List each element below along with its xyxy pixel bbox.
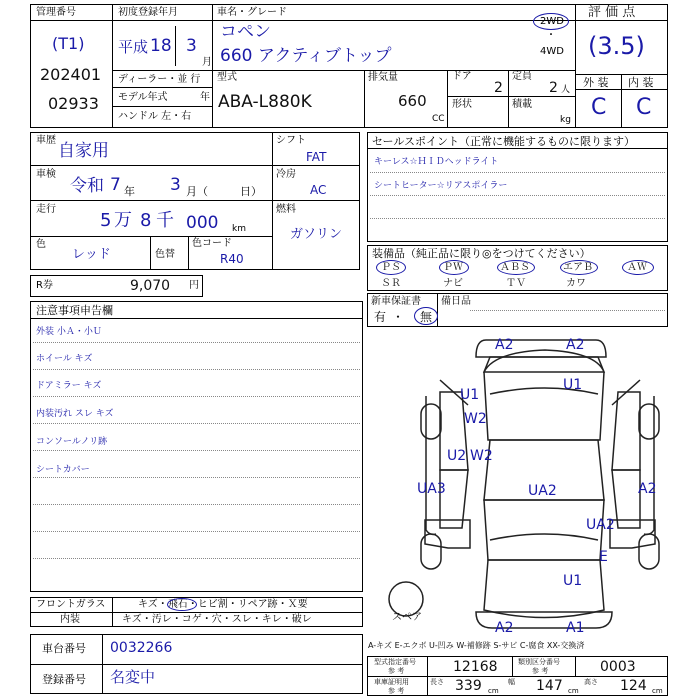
ruibetsu-value: 0003 (600, 659, 636, 675)
damage-mark-front-left: A2 (495, 337, 514, 353)
dealer-label: ディーラー・並 行 (118, 74, 201, 85)
shaken-year: 7 (110, 175, 121, 195)
kanri-label: 管理番号 (36, 7, 76, 18)
damage-mark-roof: UA2 (528, 483, 557, 499)
recycle-label: R券 (36, 280, 53, 291)
equip-navi: ナビ (443, 278, 463, 289)
shomei-label: 車庫証明用 (374, 678, 409, 686)
shodo-month: 3 (186, 36, 197, 56)
interior-options: キズ・汚レ・コゲ・穴・スレ・キレ・破レ (122, 614, 312, 625)
reg-label: 登録番号 (42, 673, 86, 686)
car-grade: 660 アクティブトップ (220, 46, 392, 66)
reg-value: 名変中 (110, 668, 156, 686)
drive-dot: ・ (546, 30, 556, 41)
sales-point-2: シートヒーター☆リアスポイラー (374, 181, 508, 191)
recycle-amount: 9,070 (130, 278, 171, 294)
length-value: 339 (455, 678, 482, 694)
car-name: コペン (220, 22, 271, 42)
keijo-label: 形状 (452, 99, 472, 110)
kanri-code: (T1) (52, 34, 85, 53)
equipment-title: 装備品（純正品に限り◎をつけてください） (372, 247, 591, 260)
shaken-month: 3 (170, 175, 181, 195)
shift-label: シフト (276, 135, 306, 146)
door-label: ドア (452, 71, 472, 82)
soko-rest: 000 (186, 213, 219, 233)
chassis-label: 車台番号 (42, 642, 86, 655)
haikiryo-value: 660 (398, 92, 427, 110)
width-unit: cm (568, 687, 579, 695)
damage-mark-rear-left: A2 (495, 620, 514, 636)
soko-man: 5 (100, 210, 112, 231)
damage-mark-rear-right-e: E (599, 549, 608, 565)
damage-mark-rear-right: A1 (566, 620, 585, 636)
height-label: 高さ (584, 678, 598, 686)
handle-label: ハンドル 左・右 (118, 111, 192, 122)
iro-label: 色 (36, 239, 46, 250)
damage-mark-door-left-w2: W2 (470, 448, 493, 464)
katashiki-shitei-value: 12168 (453, 659, 498, 675)
shamei-label: 車名・グレード (217, 7, 287, 18)
gaiso-grade: C (591, 95, 607, 120)
sankou-3: 参 考 (388, 687, 405, 695)
warranty-dot: ・ (392, 310, 405, 324)
spare-label: スペア (392, 612, 422, 623)
warranty-label: 新車保証書 (371, 296, 421, 307)
note-line-1: 外装 小Ａ・小Ｕ (36, 327, 102, 337)
equip-aw: ＡＷ (627, 262, 647, 273)
recycle-unit: 円 (189, 280, 199, 291)
shaken-year-unit: 年 (124, 185, 135, 198)
damage-mark-hood-right: U1 (563, 377, 583, 393)
model-year-label: モデル年式 (118, 92, 168, 103)
shareki-value: 自家用 (58, 141, 109, 161)
aircon-value: AC (310, 183, 327, 197)
teiin-value: 2 (549, 80, 558, 96)
naiso-label: 内 装 (628, 76, 654, 89)
damage-mark-quarter-right: UA2 (586, 517, 615, 533)
km-unit: km (232, 224, 246, 234)
equip-tv: ＴＶ (506, 278, 526, 289)
note-line-4: 内装汚れ スレ キズ (36, 409, 114, 419)
damage-mark-door-left-u2: U2 (447, 448, 467, 464)
damage-mark-front-right: A2 (566, 337, 585, 353)
hyoka-value: (3.5) (588, 32, 645, 60)
equip-sr: ＳＲ (381, 278, 401, 289)
iro-value: レッド (72, 247, 111, 262)
soko-sen: 8 (140, 210, 152, 231)
reikyaku-label: 冷房 (276, 169, 296, 180)
hyoka-label: 評 価 点 (588, 5, 636, 20)
soko-label: 走行 (36, 204, 56, 215)
warranty-yes: 有 (374, 310, 387, 324)
haikiryo-label: 排気量 (368, 72, 398, 83)
kanri-number-2: 02933 (48, 94, 99, 113)
sales-title: セールスポイント（正常に機能するものに限ります） (372, 135, 636, 148)
front-glass-options: キズ・飛石・ヒビ割・リペア跡・Ｘ要 (138, 599, 308, 610)
damage-mark-trunk: U1 (563, 573, 583, 589)
chassis-value: 0032266 (110, 640, 173, 656)
height-value: 124 (620, 678, 647, 694)
shareki-label: 車歴 (36, 135, 56, 146)
shaken-month-unit: 月（ (186, 185, 208, 198)
soko-sen-unit: 千 (156, 210, 174, 231)
sekisai-label: 積載 (512, 99, 532, 110)
sankou-1: 参 考 (388, 667, 405, 675)
width-value: 147 (536, 678, 563, 694)
equip-abs: ＡＢＳ (500, 262, 530, 273)
shift-value: FAT (306, 150, 327, 164)
sankou-2: 参 考 (532, 667, 549, 675)
damage-mark-pillar-left: W2 (464, 411, 487, 427)
teiin-unit: 人 (561, 85, 571, 95)
katashiki-label: 型式 (217, 72, 237, 83)
width-label: 幅 (508, 678, 515, 686)
shaken-day-unit: 日） (240, 185, 262, 198)
color-code-value: R40 (220, 252, 244, 266)
equip-pw: ＰＷ (443, 262, 463, 273)
note-line-6: シートカバー (36, 465, 90, 475)
gaiso-label: 外 装 (583, 76, 609, 89)
nenryo-label: 燃料 (276, 204, 296, 215)
katashiki-shitei-label: 型式指定番号 (374, 658, 416, 666)
bihin-label: 備日品 (441, 296, 471, 307)
note-line-5: コンソールノリ跡 (36, 437, 108, 447)
color-code-label: 色コード (192, 238, 232, 249)
shodo-month-unit: 月 (202, 57, 212, 68)
kg-unit: kg (560, 115, 571, 125)
naiso-grade: C (636, 95, 652, 120)
shodo-era: 平成 (118, 38, 149, 56)
length-unit: cm (488, 687, 499, 695)
teiin-label: 定員 (512, 71, 532, 82)
cc-unit: CC (432, 114, 445, 124)
sales-point-1: キーレス☆ＨＩＤヘッドライト (374, 157, 499, 167)
length-label: 長さ (430, 678, 444, 686)
soko-man-unit: 万 (114, 210, 132, 231)
damage-mark-fender-left: U1 (460, 387, 480, 403)
note-line-3: ドアミラー キズ (36, 381, 102, 391)
shodo-label: 初度登録年月 (118, 7, 178, 18)
damage-legend: A-キズ E-エクボ U-凹み W-補修跡 S-サビ C-腐食 XX-交換済 (368, 641, 585, 650)
katashiki-value: ABA-L880K (218, 92, 312, 112)
equip-airbag: エアＢ (563, 262, 593, 273)
irogae-label: 色替 (155, 249, 175, 260)
door-value: 2 (494, 80, 503, 96)
shaken-label: 車検 (36, 169, 56, 180)
front-glass-label: フロントガラス (36, 599, 106, 610)
damage-mark-side-right: A2 (638, 481, 657, 497)
equip-ps: ＰＳ (381, 262, 401, 273)
interior-label: 内装 (60, 614, 80, 625)
warranty-no: 無 (420, 310, 433, 324)
note-line-2: ホイール キズ (36, 354, 93, 364)
height-unit: cm (652, 687, 663, 695)
drive-4wd: 4WD (540, 46, 564, 57)
shodo-year: 18 (150, 36, 172, 56)
fuel-value: ガソリン (290, 227, 343, 242)
damage-mark-side-left: UA3 (417, 481, 446, 497)
shaken-era: 令和 (70, 176, 104, 196)
kanri-number-1: 202401 (40, 65, 102, 84)
drive-2wd: 2WD (540, 16, 564, 27)
ruibetsu-label: 類別区分番号 (518, 658, 560, 666)
notes-title: 注意事項申告欄 (36, 304, 113, 317)
equip-leather: カワ (566, 278, 586, 289)
model-year-unit: 年 (200, 92, 210, 103)
